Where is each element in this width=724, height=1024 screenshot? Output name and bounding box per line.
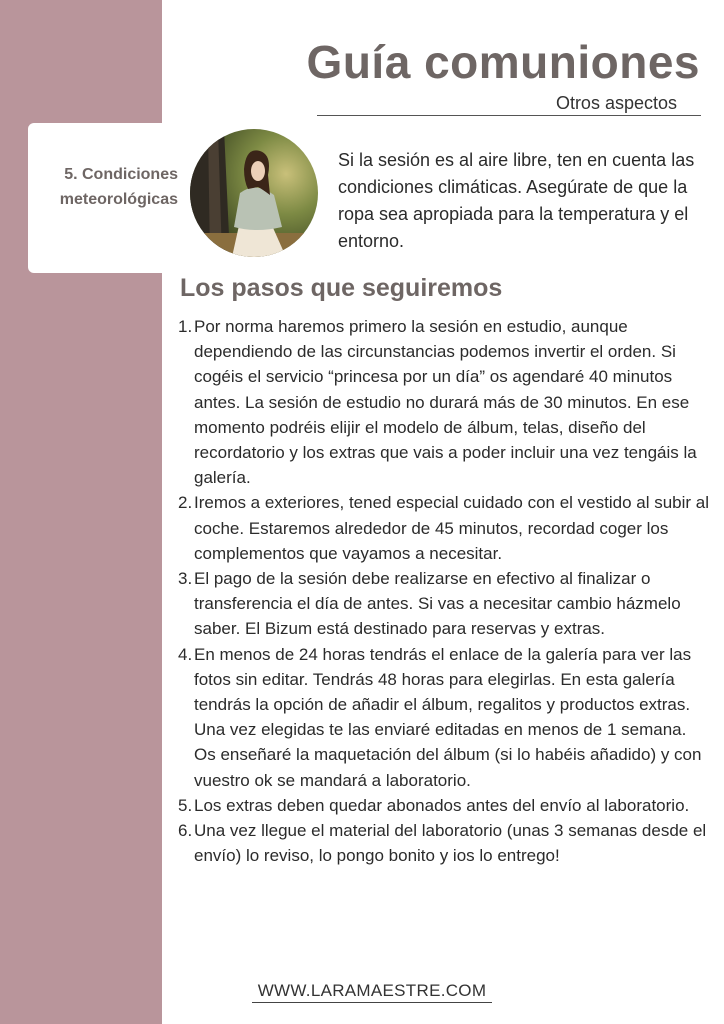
list-item (178, 642, 712, 793)
step-number: 4. (178, 644, 193, 664)
list-item (178, 490, 712, 566)
steps-heading: Los pasos que seguiremos (180, 274, 503, 302)
step-text: Iremos a exteriores, tened especial cuidado con el vestido al subir al coche. Estaremos alrededor de 45 minutos, recordad coger los complementos que vayamos a necesitar. (194, 493, 710, 563)
portrait-photo (190, 129, 318, 257)
title-divider (317, 115, 701, 116)
page-title: Guía comuniones (306, 36, 700, 88)
website-link[interactable]: WWW.LARAMAESTRE.COM (257, 981, 487, 1000)
steps-list (178, 314, 712, 868)
list-item (178, 818, 712, 868)
intro-paragraph: Si la sesión es al aire libre, ten en cuenta las condiciones climáticas. Asegúrate de que la ropa sea apropiada para la temperatura y el entorno. (338, 150, 695, 251)
step-number: 6. (178, 821, 193, 841)
step-text: Los extras deben quedar abonados antes del envío al laboratorio. (194, 795, 690, 815)
step-text: El pago de la sesión debe realizarse en efectivo al finalizar o transferencia el día de antes. Si vas a necesitar cambio házmelo saber. El Bizum está destinado para reservas y extras. (194, 569, 681, 639)
list-item (178, 793, 712, 818)
step-text: Por norma haremos primero la sesión en estudio, aunque dependiendo de las circunstancias podemos invertir el orden. Si cogéis el servicio “princesa por un día” os agendaré 40 minutos antes. La sesión de estudio no durará más de 30 minutos. En ese momento podréis elijir el modelo de álbum, telas, diseño del recordatorio y los extras que vais a poder incluir una vez tengáis la galería. (194, 317, 697, 488)
portrait-illustration (190, 129, 318, 257)
footer-underline (252, 1002, 492, 1003)
list-item (178, 566, 712, 642)
list-item (178, 314, 712, 490)
step-number: 3. (178, 569, 193, 589)
step-number: 2. (178, 493, 193, 513)
section-card-label: 5. Condiciones meteorológicas (59, 166, 178, 208)
step-text: Una vez llegue el material del laboratorio (unas 3 semanas desde el envío) lo reviso, lo pongo bonito y ios lo entrego! (194, 821, 707, 866)
page-subtitle: Otros aspectos (555, 93, 677, 113)
step-text: En menos de 24 horas tendrás el enlace de la galería para ver las fotos sin editar. Tendrás 48 horas para elegirlas. En esta galería tendrás la opción de añadir el álbum, regalitos y productos extras. Una vez elegidas te las enviaré editadas en menos de 1 semana. Os enseñaré la maquetación del álbum (si lo habéis añadido) y con vuestro ok se mandará a laboratorio. (194, 644, 702, 790)
step-number: 5. (178, 795, 193, 815)
step-number: 1. (178, 317, 193, 336)
